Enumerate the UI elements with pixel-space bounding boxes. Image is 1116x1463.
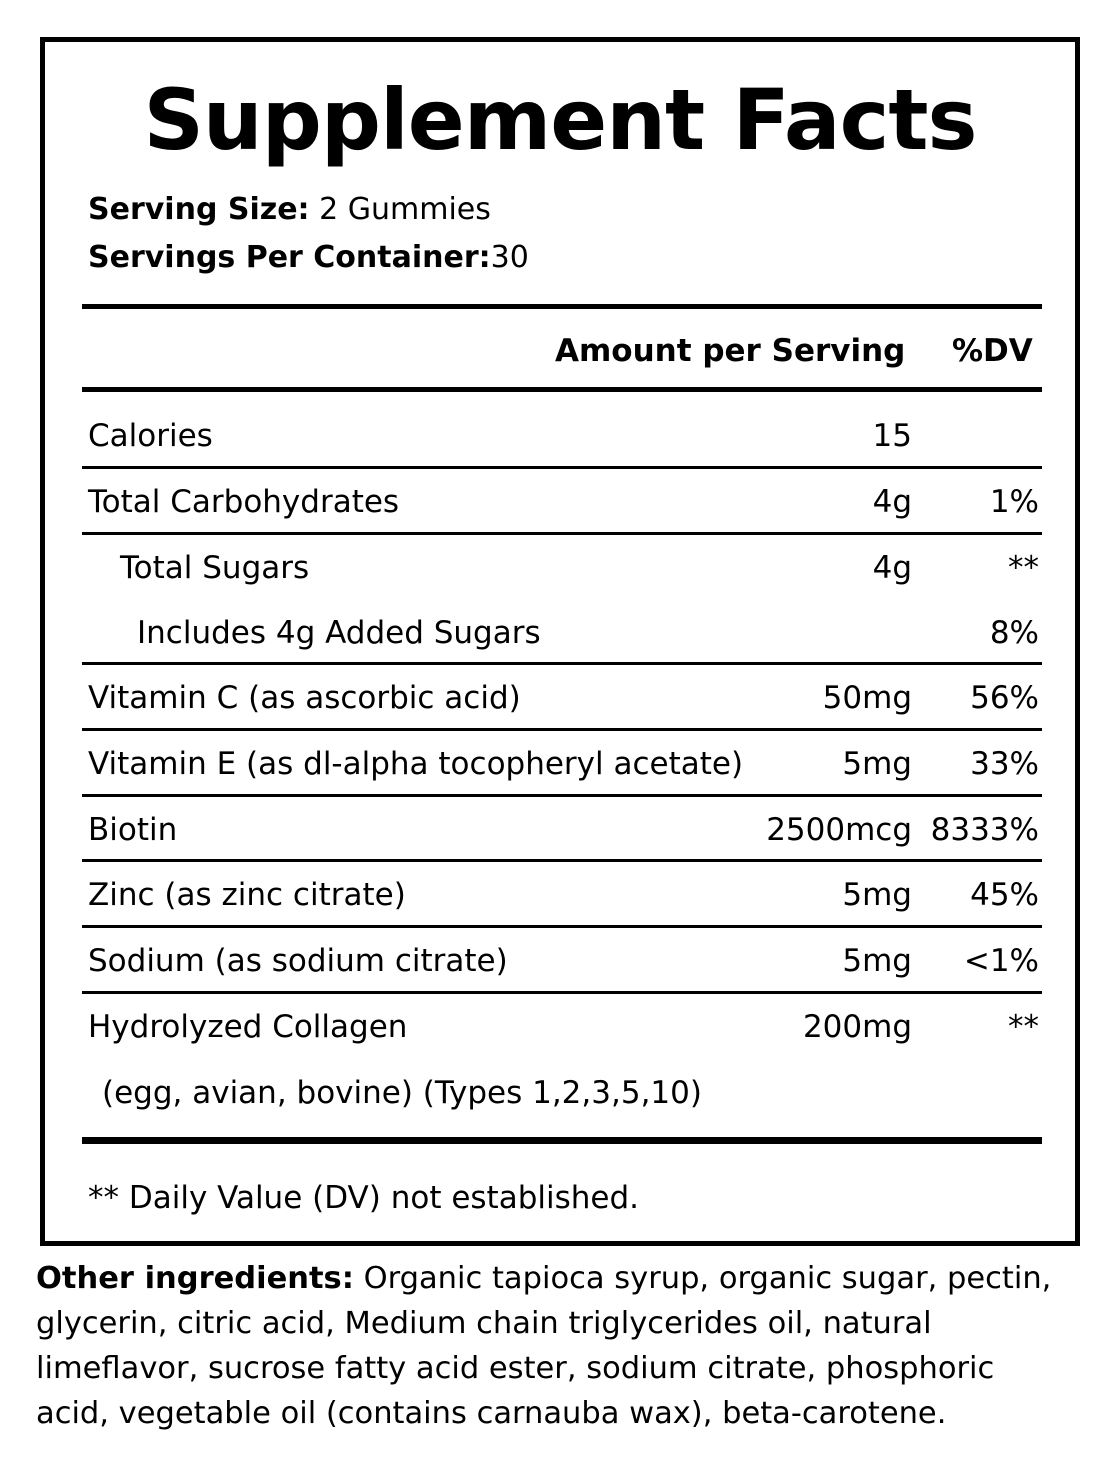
row-divider: [82, 532, 1042, 535]
nutrient-amount: 15: [872, 418, 912, 454]
serving-size-label: Serving Size:: [88, 192, 310, 227]
row-divider: [82, 925, 1042, 928]
page-title: Supplement Facts: [143, 71, 977, 169]
nutrient-amount: 2500mcg: [766, 812, 912, 848]
row-divider: [82, 991, 1042, 994]
nutrient-dv: 8%: [989, 615, 1039, 651]
nutrient-dv: 8333%: [930, 812, 1039, 848]
nutrient-row-vitamin-c: [82, 678, 1042, 718]
other-ingredients: [36, 1256, 1076, 1436]
nutrient-name: Total Carbohydrates: [88, 484, 400, 520]
divider-bottom: [82, 1137, 1042, 1144]
nutrient-row-zinc: [82, 875, 1042, 915]
nutrient-amount: 5mg: [842, 877, 912, 913]
nutrient-dv: 33%: [970, 746, 1039, 782]
nutrient-name: Vitamin C (as ascorbic acid): [88, 680, 521, 716]
header-amount: Amount per Serving: [555, 333, 906, 369]
nutrient-name: (egg, avian, bovine) (Types 1,2,3,5,10): [102, 1075, 702, 1111]
nutrient-amount: 4g: [872, 550, 912, 586]
row-divider: [82, 859, 1042, 862]
nutrient-dv: 45%: [970, 877, 1039, 913]
nutrient-amount: 50mg: [822, 680, 912, 716]
divider-header: [82, 387, 1042, 392]
servings-per-container: [88, 238, 529, 278]
nutrient-dv: 1%: [989, 484, 1039, 520]
nutrient-row-total-carbohydrates: [82, 482, 1042, 522]
divider-top: [82, 304, 1042, 309]
row-divider: [82, 466, 1042, 469]
nutrient-name: Hydrolyzed Collagen: [88, 1009, 408, 1045]
nutrient-row-total-sugars: [82, 548, 1042, 588]
nutrient-amount: 4g: [872, 484, 912, 520]
nutrient-amount: 5mg: [842, 746, 912, 782]
nutrient-row-sodium: [82, 941, 1042, 981]
serving-size-value: 2 Gummies: [319, 192, 491, 227]
nutrient-row-collagen-detail: [82, 1073, 1042, 1113]
nutrient-amount: 5mg: [842, 943, 912, 979]
nutrient-dv: 56%: [970, 680, 1039, 716]
other-ingredients-text: Organic tapioca syrup, organic sugar, pectin, glycerin, citric acid, Medium chain triglycerides oil, natural limeflavor, sucrose fatty acid ester, sodium citrate, phosphoric acid, vegetable oil (contains carnauba wax), beta-carotene.: [36, 1261, 1052, 1431]
nutrient-name: Biotin: [88, 812, 178, 848]
row-divider: [82, 662, 1042, 665]
header-dv: %DV: [952, 333, 1033, 369]
serving-size: [88, 190, 491, 230]
nutrient-name: Zinc (as zinc citrate): [88, 877, 406, 913]
nutrient-row-biotin: [82, 810, 1042, 850]
nutrient-row-calories: [82, 416, 1042, 456]
servings-per-container-value: 30: [490, 240, 529, 275]
nutrient-name: Sodium (as sodium citrate): [88, 943, 508, 979]
servings-per-container-label: Servings Per Container:: [88, 240, 491, 275]
nutrient-name: Includes 4g Added Sugars: [137, 615, 541, 651]
nutrient-amount: 200mg: [802, 1009, 912, 1045]
nutrient-name: Total Sugars: [120, 550, 310, 586]
nutrient-row-hydrolyzed-collagen: [82, 1007, 1042, 1047]
nutrient-row-vitamin-e: [82, 744, 1042, 784]
nutrient-row-added-sugars: [82, 613, 1042, 653]
nutrient-dv: <1%: [963, 943, 1039, 979]
other-ingredients-label: Other ingredients:: [36, 1261, 354, 1296]
row-divider: [82, 794, 1042, 797]
nutrient-dv: **: [1008, 1009, 1039, 1045]
row-divider: [82, 728, 1042, 731]
supplement-facts-panel: [40, 37, 1080, 1246]
nutrient-dv: **: [1008, 550, 1039, 586]
nutrient-name: Vitamin E (as dl-alpha tocopheryl acetate): [88, 746, 744, 782]
nutrient-name: Calories: [88, 418, 213, 454]
dv-footnote: ** Daily Value (DV) not established.: [88, 1180, 640, 1216]
